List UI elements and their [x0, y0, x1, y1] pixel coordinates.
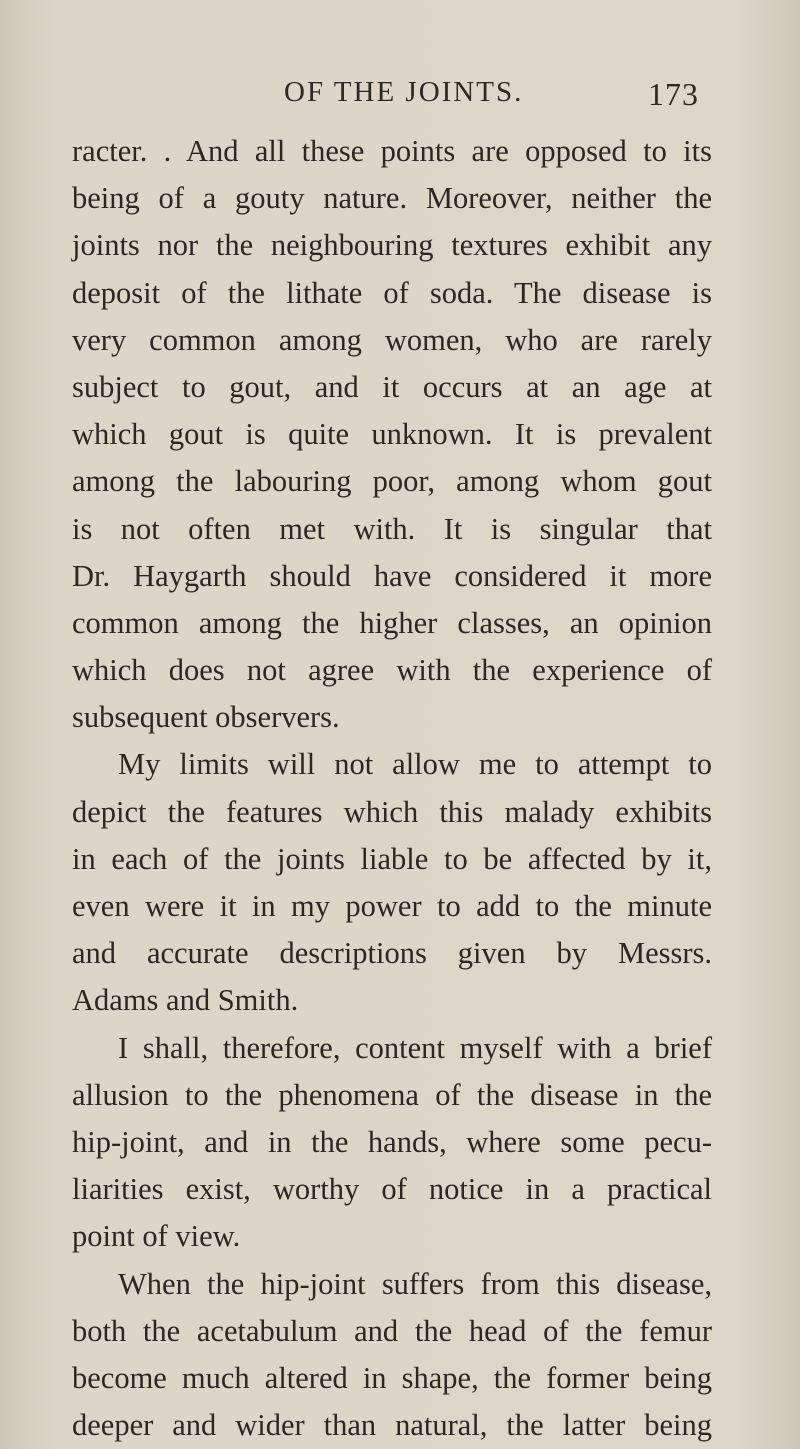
- text-line: among the labouring poor, among whom gout: [72, 464, 712, 499]
- text-line: subsequent observers.: [72, 700, 340, 735]
- text-line: allusion to the phenomena of the disease in the: [72, 1077, 712, 1112]
- body-text: [72, 128, 712, 1449]
- text-line: joints nor the neighbouring textures exhibit any: [72, 228, 712, 263]
- paragraph-first-line: When the hip-joint suffers from this disease,: [118, 1266, 712, 1301]
- paragraph-first-line: My limits will not allow me to attempt to: [118, 747, 712, 782]
- text-line: deeper and wider than natural, the latter being: [72, 1408, 712, 1443]
- text-line: in each of the joints liable to be affected by it,: [72, 841, 712, 876]
- text-line: subject to gout, and it occurs at an age at: [72, 369, 712, 404]
- text-line: is not often met with. It is singular that: [72, 511, 712, 546]
- page-number: 173: [648, 76, 699, 112]
- text-line: both the acetabulum and the head of the femur: [72, 1313, 712, 1348]
- text-line: liarities exist, worthy of notice in a practical: [72, 1172, 712, 1207]
- text-line: which gout is quite unknown. It is prevalent: [72, 417, 712, 452]
- text-line: even were it in my power to add to the minute: [72, 889, 712, 923]
- text-line: Dr. Haygarth should have considered it more: [72, 558, 712, 593]
- text-line: and accurate descriptions given by Messrs.: [72, 936, 712, 971]
- text-line: Adams and Smith.: [72, 983, 299, 1018]
- text-line: being of a gouty nature. Moreover, neither the: [72, 181, 712, 216]
- text-line: become much altered in shape, the former being: [72, 1360, 712, 1395]
- text-line: point of view.: [72, 1219, 241, 1254]
- text-line: hip-joint, and in the hands, where some pecu-: [72, 1124, 712, 1159]
- text-line: deposit of the lithate of soda. The disease is: [72, 275, 712, 310]
- paragraph-first-line: I shall, therefore, content myself with a brief: [118, 1030, 712, 1065]
- text-line: common among the higher classes, an opinion: [72, 605, 712, 640]
- running-head: OF THE JOINTS.: [284, 76, 524, 108]
- text-line: which does not agree with the experience of: [72, 653, 712, 688]
- text-line: depict the features which this malady exhibits: [72, 794, 712, 829]
- text-line: racter. . And all these points are opposed to its: [72, 134, 712, 168]
- page-header: [0, 76, 800, 116]
- text-line: very common among women, who are rarely: [72, 322, 712, 357]
